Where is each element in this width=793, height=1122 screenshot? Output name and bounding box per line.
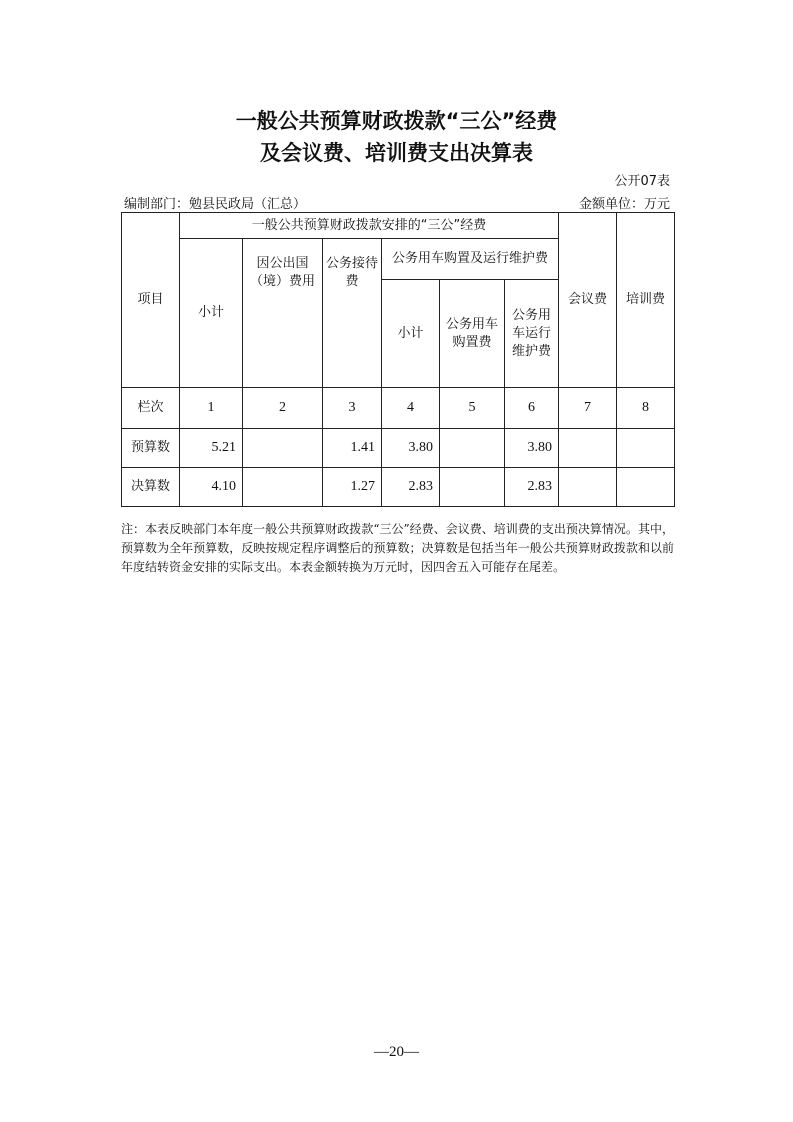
table-cell: 1.41 bbox=[323, 429, 382, 468]
header-training: 培训费 bbox=[617, 213, 675, 388]
header-three-public: 一般公共预算财政拨款安排的“三公”经费 bbox=[180, 213, 559, 239]
table-cell bbox=[617, 468, 675, 507]
row-label: 栏次 bbox=[122, 388, 180, 429]
table-cell bbox=[243, 429, 323, 468]
table-row bbox=[122, 388, 675, 429]
table-cell: 2.83 bbox=[382, 468, 440, 507]
table-cell bbox=[440, 429, 505, 468]
table-cell bbox=[440, 468, 505, 507]
header-abroad: 因公出国（境）费用 bbox=[243, 239, 323, 388]
unit-label: 金额单位：万元 bbox=[578, 197, 670, 212]
table-cell bbox=[243, 468, 323, 507]
page-number: —20— bbox=[374, 1044, 419, 1060]
table-cell bbox=[559, 468, 617, 507]
header-vehicle-group: 公务用车购置及运行维护费 bbox=[382, 239, 559, 280]
table-cell: 4.10 bbox=[180, 468, 243, 507]
table-cell: 3.80 bbox=[505, 429, 559, 468]
department-label: 编制部门：勉县民政局（汇总） bbox=[124, 197, 307, 212]
header-vehicle-subtotal: 小计 bbox=[382, 280, 440, 388]
table-cell: 2.83 bbox=[505, 468, 559, 507]
header-subtotal: 小计 bbox=[180, 239, 243, 388]
table-cell bbox=[559, 429, 617, 468]
header-item: 项目 bbox=[122, 213, 180, 388]
table-cell: 6 bbox=[505, 388, 559, 429]
table-row bbox=[122, 468, 675, 507]
row-label: 预算数 bbox=[122, 429, 180, 468]
table-cell bbox=[617, 429, 675, 468]
table-cell: 1 bbox=[180, 388, 243, 429]
header-vehicle-purchase: 公务用车购置费 bbox=[440, 280, 505, 388]
table-cell: 3 bbox=[323, 388, 382, 429]
table-note: 注：本表反映部门本年度一般公共预算财政拨款“三公”经费、会议费、培训费的支出预决算情况。其中，预算数为全年预算数，反映按规定程序调整后的预算数；决算数是包括当年一般公共预算财政拨款和以前年度结转资金安排的实际支出。本表金额转换为万元时，因四舍五入可能存在尾差。 bbox=[121, 522, 674, 574]
table-cell: 1.27 bbox=[323, 468, 382, 507]
table-tag: 公开07表 bbox=[614, 174, 670, 189]
table-cell: 8 bbox=[617, 388, 675, 429]
title-line-1: 一般公共预算财政拨款“三公”经费 bbox=[235, 109, 558, 133]
table-cell: 4 bbox=[382, 388, 440, 429]
table-cell: 7 bbox=[559, 388, 617, 429]
expense-table bbox=[121, 212, 675, 507]
header-meeting: 会议费 bbox=[559, 213, 617, 388]
header-reception: 公务接待费 bbox=[323, 239, 382, 388]
title-line-2: 及会议费、培训费支出决算表 bbox=[260, 141, 533, 165]
table-row bbox=[122, 429, 675, 468]
table-cell: 2 bbox=[243, 388, 323, 429]
header-vehicle-operation: 公务用车运行维护费 bbox=[505, 280, 559, 388]
table-cell: 3.80 bbox=[382, 429, 440, 468]
row-label: 决算数 bbox=[122, 468, 180, 507]
table-cell: 5.21 bbox=[180, 429, 243, 468]
table-cell: 5 bbox=[440, 388, 505, 429]
